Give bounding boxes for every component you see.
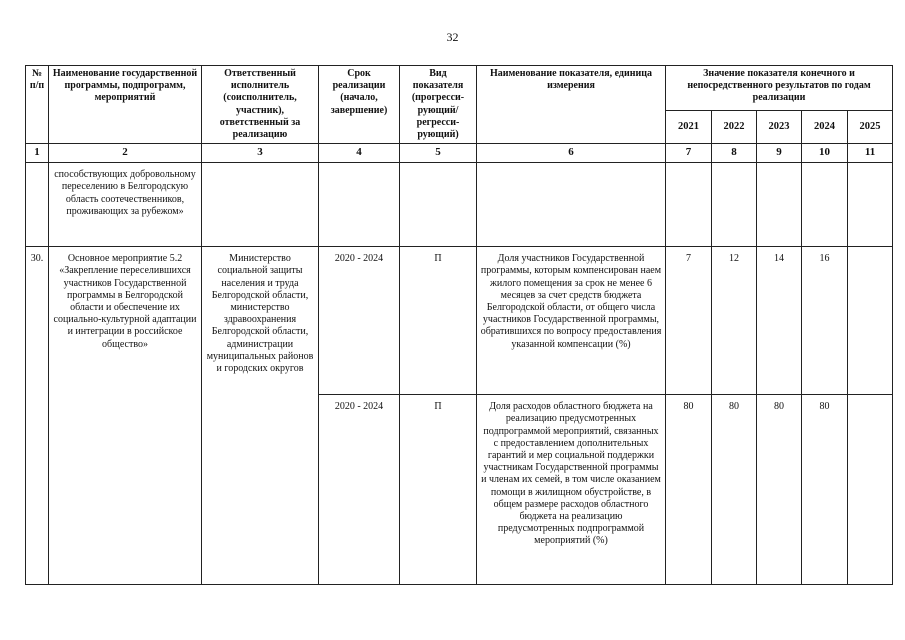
column-number: 5 — [400, 144, 477, 163]
header-year: 2024 — [802, 111, 848, 144]
header-year: 2025 — [848, 111, 893, 144]
header-indicator: Наименование показателя, единица измерения — [477, 66, 666, 144]
table-cell — [319, 163, 400, 247]
value-2024: 80 — [802, 395, 848, 585]
executor: Министерство социальной защиты населения и труда Белгородской области, министерство здравоохранения Белгородской области, администрации муниципальных районов и городских округов — [202, 247, 319, 585]
column-number: 6 — [477, 144, 666, 163]
value-2023: 80 — [757, 395, 802, 585]
header-executor: Ответственный исполнитель (соисполнитель, участник), ответственный за реализацию — [202, 66, 319, 144]
indicator-type: П — [400, 247, 477, 395]
indicators-table — [25, 65, 893, 585]
row-number: 30. — [26, 247, 49, 585]
table-cell — [477, 163, 666, 247]
continuation-row — [26, 163, 893, 247]
column-number: 11 — [848, 144, 893, 163]
table-cell — [802, 163, 848, 247]
column-number: 2 — [49, 144, 202, 163]
table-cell — [848, 163, 893, 247]
table-cell — [400, 163, 477, 247]
column-number: 10 — [802, 144, 848, 163]
table-row-30-indicator-1 — [26, 247, 893, 395]
column-number: 9 — [757, 144, 802, 163]
table-cell — [757, 163, 802, 247]
header-year: 2021 — [666, 111, 712, 144]
table-cell — [712, 163, 757, 247]
header-type: Вид показателя (прогресси-рующий/ регресси-рующий) — [400, 66, 477, 144]
column-number-row — [26, 144, 893, 163]
header-row — [26, 66, 893, 111]
measure-name: Основное мероприятие 5.2 «Закрепление переселившихся участников Государственной программы в Белгородской области и обеспечение их социально-культурной адаптации и интеграции в российское общество» — [49, 247, 202, 585]
header-period: Срок реализации (начало, завершение) — [319, 66, 400, 144]
column-number: 8 — [712, 144, 757, 163]
page-number: 32 — [446, 30, 459, 44]
indicator-name: Доля расходов областного бюджета на реализацию предусмотренных подпрограммой мероприятий, связанных с предоставлением дополнительных гарантий и мер социальной поддержки участникам Государственной программы и членам их семей, в том числе оказанием помощи в жилищном обустройстве, в общем размере расходов областного бюджета на реализацию предусмотренных подпрограммой мероприятий (%) — [477, 395, 666, 585]
period: 2020 - 2024 — [319, 395, 400, 585]
period: 2020 - 2024 — [319, 247, 400, 395]
value-2022: 80 — [712, 395, 757, 585]
value-2025 — [848, 395, 893, 585]
value-2022: 12 — [712, 247, 757, 395]
table-cell — [202, 163, 319, 247]
column-number: 4 — [319, 144, 400, 163]
table-cell — [26, 163, 49, 247]
header-num: № п/п — [26, 66, 49, 144]
continuation-name: способствующих добровольному переселению в Белгородскую область соотечественников, проживающих за рубежом» — [49, 163, 202, 247]
indicator-name: Доля участников Государственной программы, которым компенсирован наем жилого помещения за срок не менее 6 месяцев за счет средств бюджета Белгородской области, от общего числа участников Государственной программы, обратившихся по вопросу предоставления указанной компенсации (%) — [477, 247, 666, 395]
value-2021: 7 — [666, 247, 712, 395]
table-cell — [666, 163, 712, 247]
value-2024: 16 — [802, 247, 848, 395]
indicator-type: П — [400, 395, 477, 585]
header-year: 2023 — [757, 111, 802, 144]
column-number: 3 — [202, 144, 319, 163]
column-number: 1 — [26, 144, 49, 163]
column-number: 7 — [666, 144, 712, 163]
header-values: Значение показателя конечного и непосредственного результатов по годам реализации — [666, 66, 893, 111]
value-2021: 80 — [666, 395, 712, 585]
header-year: 2022 — [712, 111, 757, 144]
value-2025 — [848, 247, 893, 395]
header-name: Наименование государственной программы, подпрограмм, мероприятий — [49, 66, 202, 144]
value-2023: 14 — [757, 247, 802, 395]
